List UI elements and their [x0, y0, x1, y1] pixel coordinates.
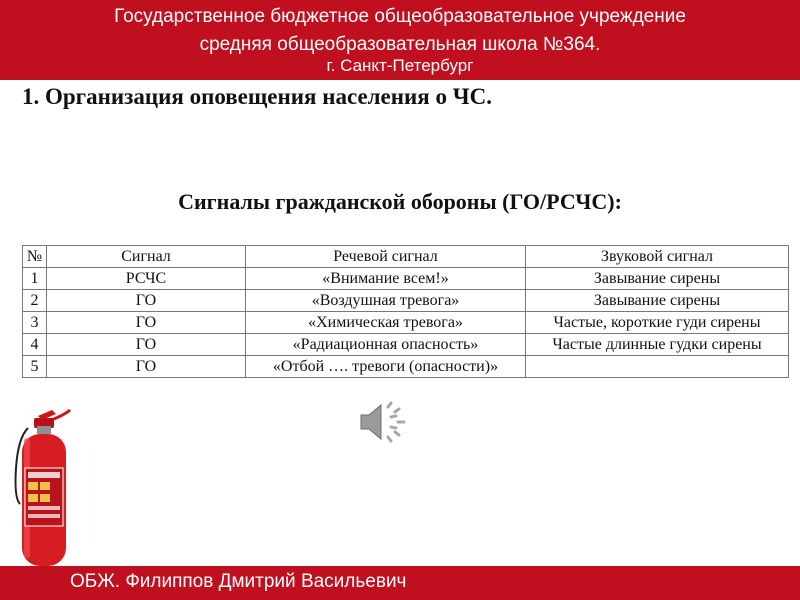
school-city: г. Санкт-Петербург — [326, 56, 474, 75]
header-number: № — [23, 246, 47, 268]
school-name-line2: средняя общеобразовательная школа №364. — [199, 34, 601, 55]
row-signal: ГО — [47, 290, 246, 312]
row-signal: ГО — [47, 312, 246, 334]
row-speech-signal: «Воздушная тревога» — [246, 290, 526, 312]
header-sound-signal: Звуковой сигнал — [526, 246, 789, 268]
row-number: 1 — [23, 268, 47, 290]
row-number: 4 — [23, 334, 47, 356]
author-name: ОБЖ. Филиппов Дмитрий Васильевич — [70, 571, 407, 592]
table-row — [23, 356, 789, 378]
signals-table — [22, 245, 789, 378]
row-sound-signal: Завывание сирены — [526, 268, 789, 290]
row-speech-signal: «Внимание всем!» — [246, 268, 526, 290]
row-number: 5 — [23, 356, 47, 378]
row-sound-signal — [526, 356, 789, 378]
header-signal: Сигнал — [47, 246, 246, 268]
row-number: 3 — [23, 312, 47, 334]
table-row — [23, 334, 789, 356]
table-header-row — [23, 246, 789, 268]
fire-extinguisher-icon — [8, 408, 78, 568]
header-speech-signal: Речевой сигнал — [246, 246, 526, 268]
footer-banner — [0, 566, 800, 600]
row-sound-signal: Завывание сирены — [526, 290, 789, 312]
row-signal: ГО — [47, 334, 246, 356]
table-row — [23, 268, 789, 290]
row-speech-signal: «Химическая тревога» — [246, 312, 526, 334]
school-name-line1: Государственное бюджетное общеобразовательное учреждение — [114, 6, 686, 27]
table-row — [23, 290, 789, 312]
row-sound-signal: Частые длинные гудки сирены — [526, 334, 789, 356]
row-sound-signal: Частые, короткие гуди сирены — [526, 312, 789, 334]
row-speech-signal: «Отбой …. тревоги (опасности)» — [246, 356, 526, 378]
row-speech-signal: «Радиационная опасность» — [246, 334, 526, 356]
signals-title: Сигналы гражданской обороны (ГО/РСЧС): — [178, 189, 622, 214]
row-signal: ГО — [47, 356, 246, 378]
table-row — [23, 312, 789, 334]
audio-speaker-icon[interactable] — [355, 397, 415, 447]
row-number: 2 — [23, 290, 47, 312]
header-banner — [0, 0, 800, 80]
row-signal: РСЧС — [47, 268, 246, 290]
section-title: 1. Организация оповещения населения о ЧС. — [22, 84, 492, 109]
